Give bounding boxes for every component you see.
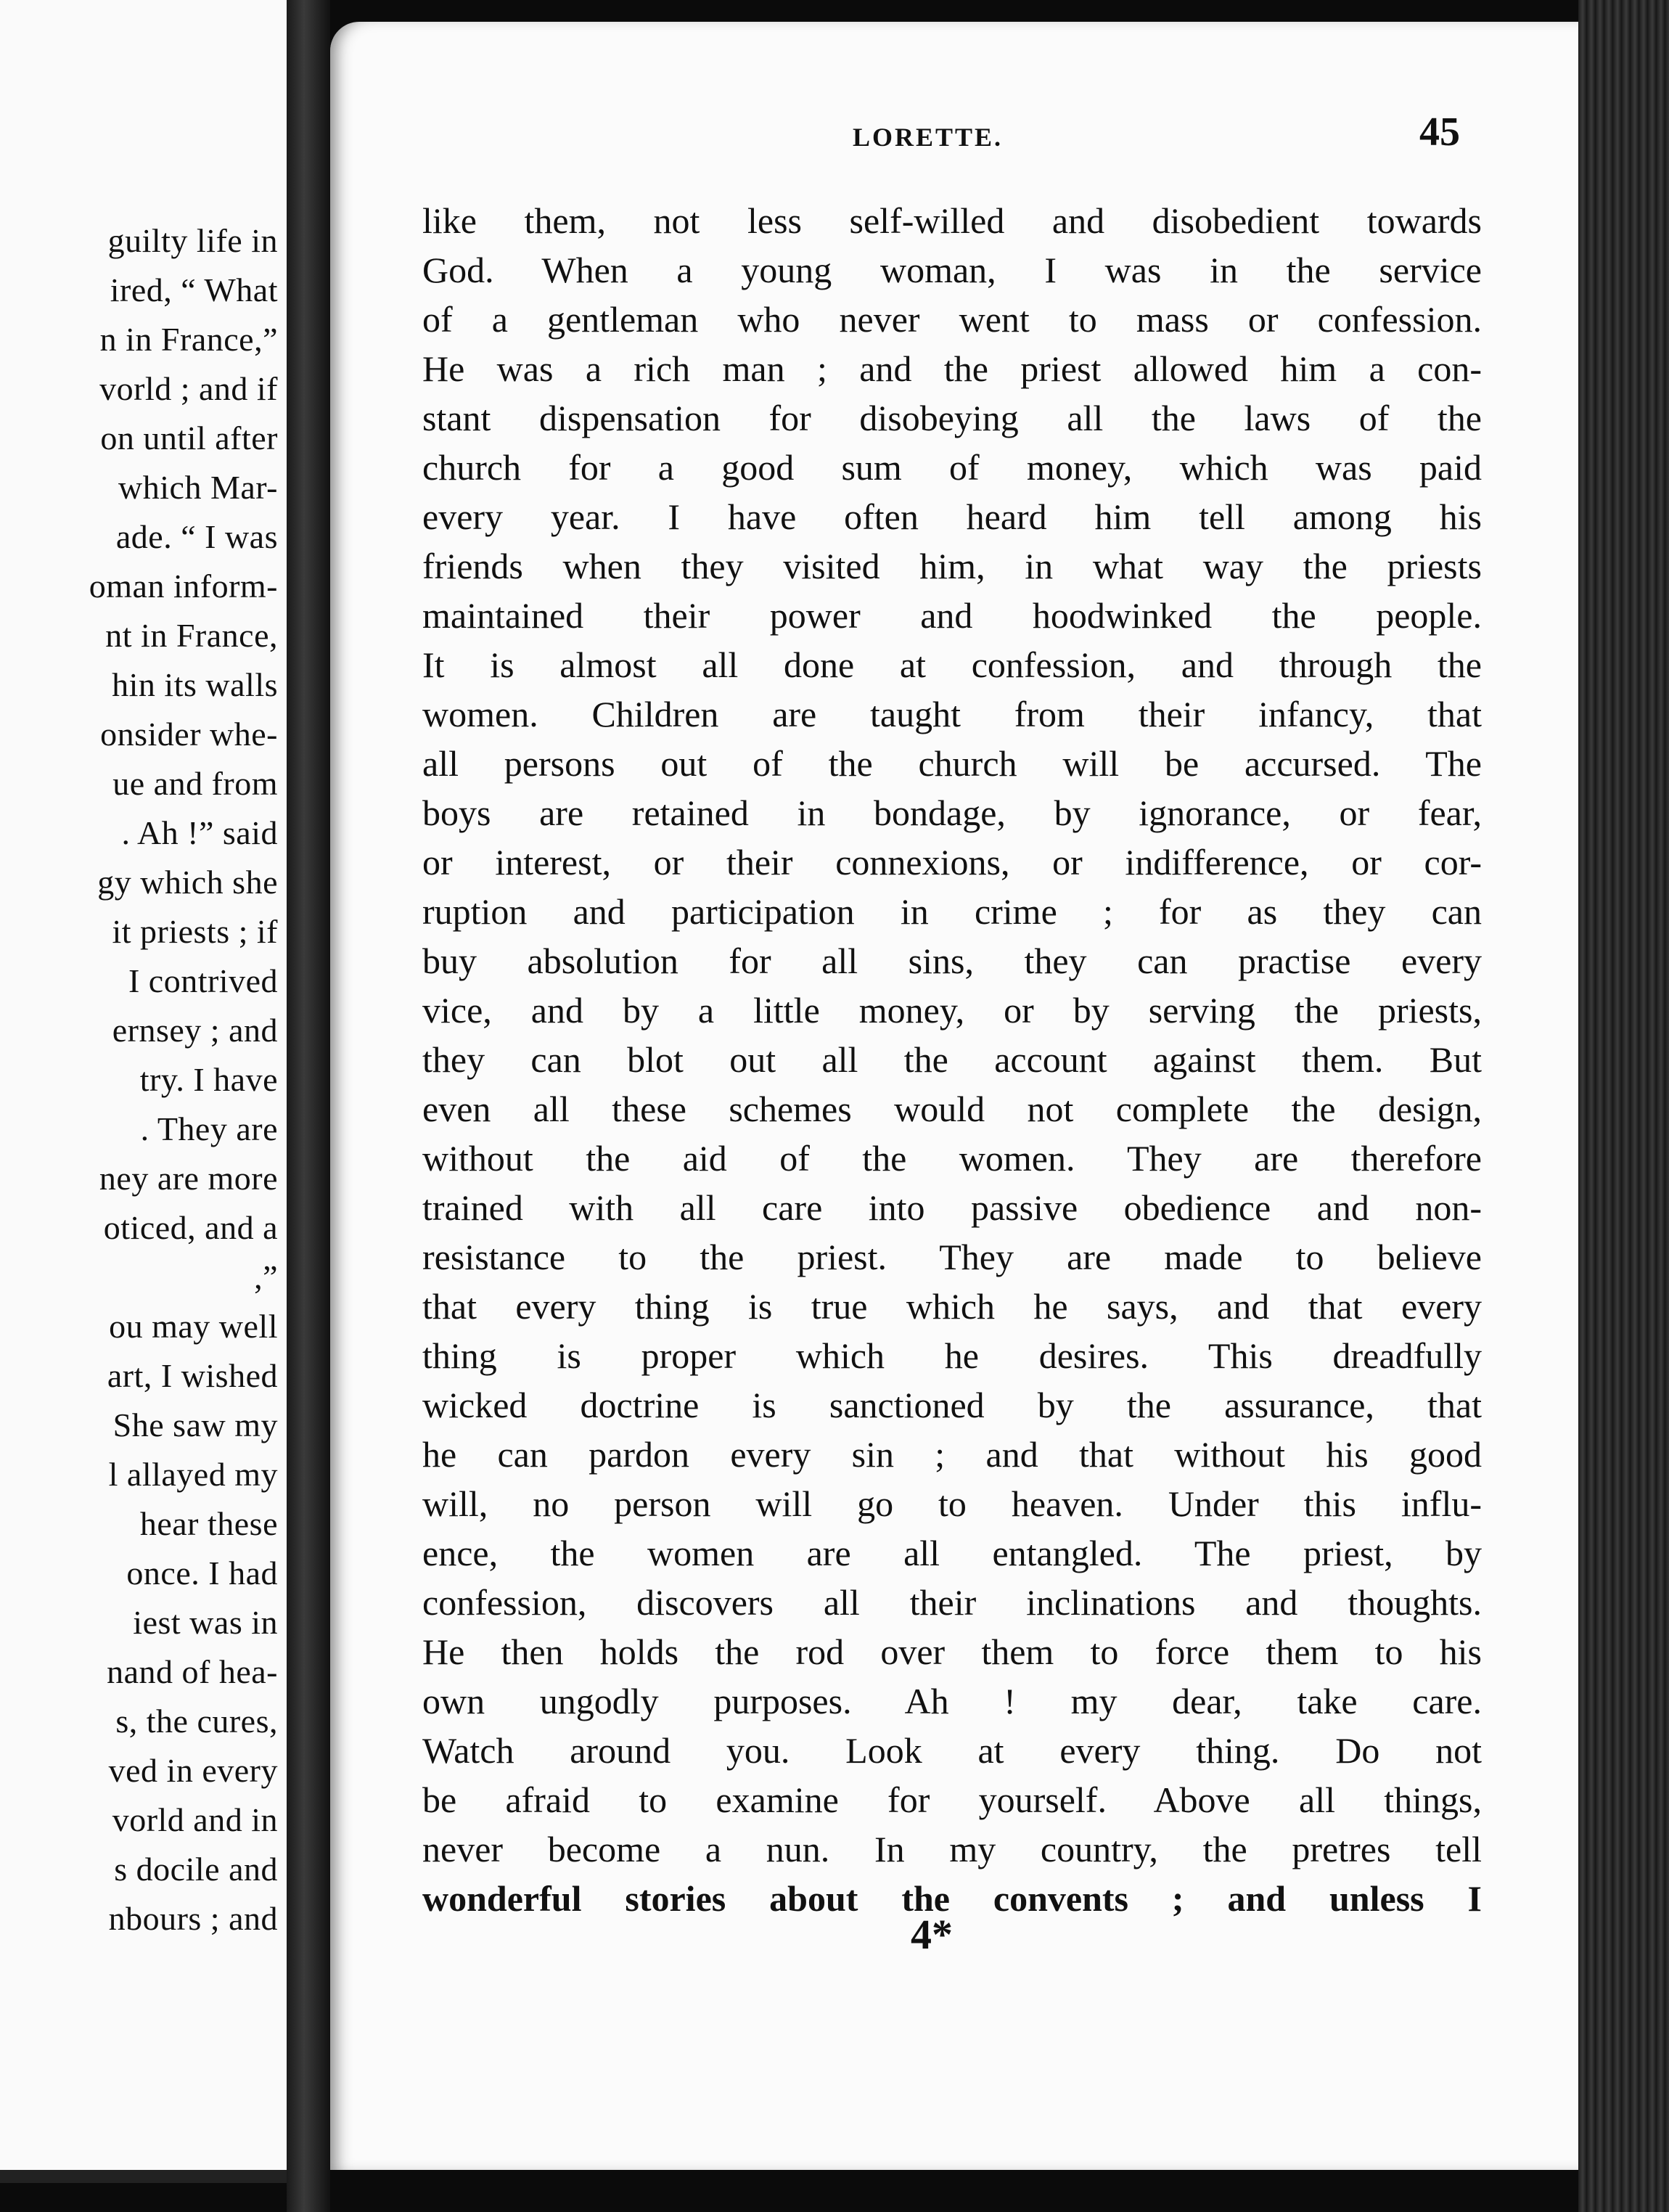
text-line: guilty life in (107, 222, 278, 259)
text-line: He was a rich man ; and the priest allowed him a con- (422, 348, 1482, 389)
text-line: hin its walls (112, 666, 278, 703)
text-line: will, no person will go to heaven. Under this influ- (422, 1483, 1482, 1524)
text-line: onsider whe- (100, 716, 278, 753)
text-line: hear these (139, 1505, 278, 1542)
text-line: He then holds the rod over them to force them to his (422, 1631, 1482, 1672)
text-line: resistance to the priest. They are made to believe (422, 1237, 1482, 1277)
text-line: God. When a young woman, I was in the service (422, 250, 1482, 290)
text-line: never become a nun. In my country, the pretres tell (422, 1829, 1482, 1869)
text-line: wonderful stories about the convents ; and unless I (422, 1878, 1482, 1919)
signature-mark: 4* (911, 1911, 953, 1958)
text-line: ,” (254, 1258, 278, 1295)
text-line: n in France,” (99, 321, 278, 358)
text-line: thing is proper which he desires. This dreadfully (422, 1335, 1482, 1376)
book-gutter (287, 0, 330, 2212)
text-line: nbours ; and (108, 1900, 278, 1937)
text-line: nand of hea- (107, 1653, 278, 1690)
text-line: s docile and (114, 1851, 278, 1888)
page-edges (1578, 0, 1669, 2212)
text-line: ade. “ I was (115, 518, 278, 555)
text-line: even all these schemes would not complete the design, (422, 1089, 1482, 1129)
text-line: ved in every (108, 1752, 278, 1789)
text-line: once. I had (126, 1554, 278, 1592)
text-line: boys are retained in bondage, by ignorance, or fear, (422, 792, 1482, 833)
text-line: women. Children are taught from their infancy, that (422, 694, 1482, 734)
text-line: trained with all care into passive obedience and non- (422, 1187, 1482, 1228)
text-line: ernsey ; and (112, 1012, 278, 1049)
left-page-text (0, 216, 278, 1943)
text-line: which Mar- (118, 469, 278, 506)
text-line: confession, discovers all their inclinations and thoughts. (422, 1582, 1482, 1623)
text-line: gy which she (97, 864, 278, 901)
text-line: ired, “ What (110, 271, 278, 308)
text-line: they can blot out all the account against them. But (422, 1039, 1482, 1080)
text-line: it priests ; if (112, 913, 278, 950)
text-line: that every thing is true which he says, and that every (422, 1286, 1482, 1327)
text-line: nt in France, (105, 617, 278, 654)
text-line: wicked doctrine is sanctioned by the assurance, that (422, 1385, 1482, 1425)
text-line: vorld ; and if (99, 370, 278, 407)
text-line: oman inform- (89, 568, 278, 605)
text-line: vorld and in (112, 1801, 278, 1838)
text-line: ney are more (99, 1160, 278, 1197)
text-line: on until after (100, 419, 278, 456)
text-line: friends when they visited him, in what way the priests (422, 546, 1482, 586)
text-line: It is almost all done at confession, and through the (422, 644, 1482, 685)
text-line: all persons out of the church will be accursed. The (422, 743, 1482, 784)
text-line: of a gentleman who never went to mass or confession. (422, 299, 1482, 340)
text-line: buy absolution for all sins, they can practise every (422, 941, 1482, 981)
text-line: try. I have (139, 1061, 278, 1098)
right-page-body (422, 196, 1482, 1923)
text-line: Watch around you. Look at every thing. Do not (422, 1730, 1482, 1771)
text-line: he can pardon every sin ; and that without his good (422, 1434, 1482, 1475)
text-line: I contrived (128, 962, 278, 999)
text-line: ence, the women are all entangled. The priest, by (422, 1533, 1482, 1573)
text-line: She saw my (112, 1406, 278, 1443)
text-line: without the aid of the women. They are therefore (422, 1138, 1482, 1179)
page-number: 45 (1419, 110, 1460, 155)
text-line: vice, and by a little money, or by serving the priests, (422, 990, 1482, 1031)
text-line: s, the cures, (115, 1703, 278, 1740)
text-line: iest was in (133, 1604, 278, 1641)
left-page (0, 0, 287, 2183)
text-line: church for a good sum of money, which was paid (422, 447, 1482, 488)
text-line: art, I wished (107, 1357, 278, 1394)
text-line: l allayed my (108, 1456, 278, 1493)
text-line: be afraid to examine for yourself. Above all things, (422, 1779, 1482, 1820)
text-line: ou may well (109, 1308, 278, 1345)
text-line: like them, not less self-willed and disobedient towards (422, 200, 1482, 241)
text-line: every year. I have often heard him tell among his (422, 496, 1482, 537)
text-line: stant dispensation for disobeying all the laws of the (422, 398, 1482, 438)
text-line: ue and from (112, 765, 278, 802)
running-head: LORETTE. (853, 123, 1004, 152)
text-line: own ungodly purposes. Ah ! my dear, take care. (422, 1681, 1482, 1721)
text-line: ruption and participation in crime ; for as they can (422, 891, 1482, 932)
text-line: or interest, or their connexions, or indifference, or cor- (422, 842, 1482, 882)
text-line: . They are (140, 1110, 278, 1147)
text-line: maintained their power and hoodwinked the people. (422, 595, 1482, 636)
text-line: oticed, and a (103, 1209, 278, 1246)
text-line: . Ah !” said (121, 814, 278, 851)
